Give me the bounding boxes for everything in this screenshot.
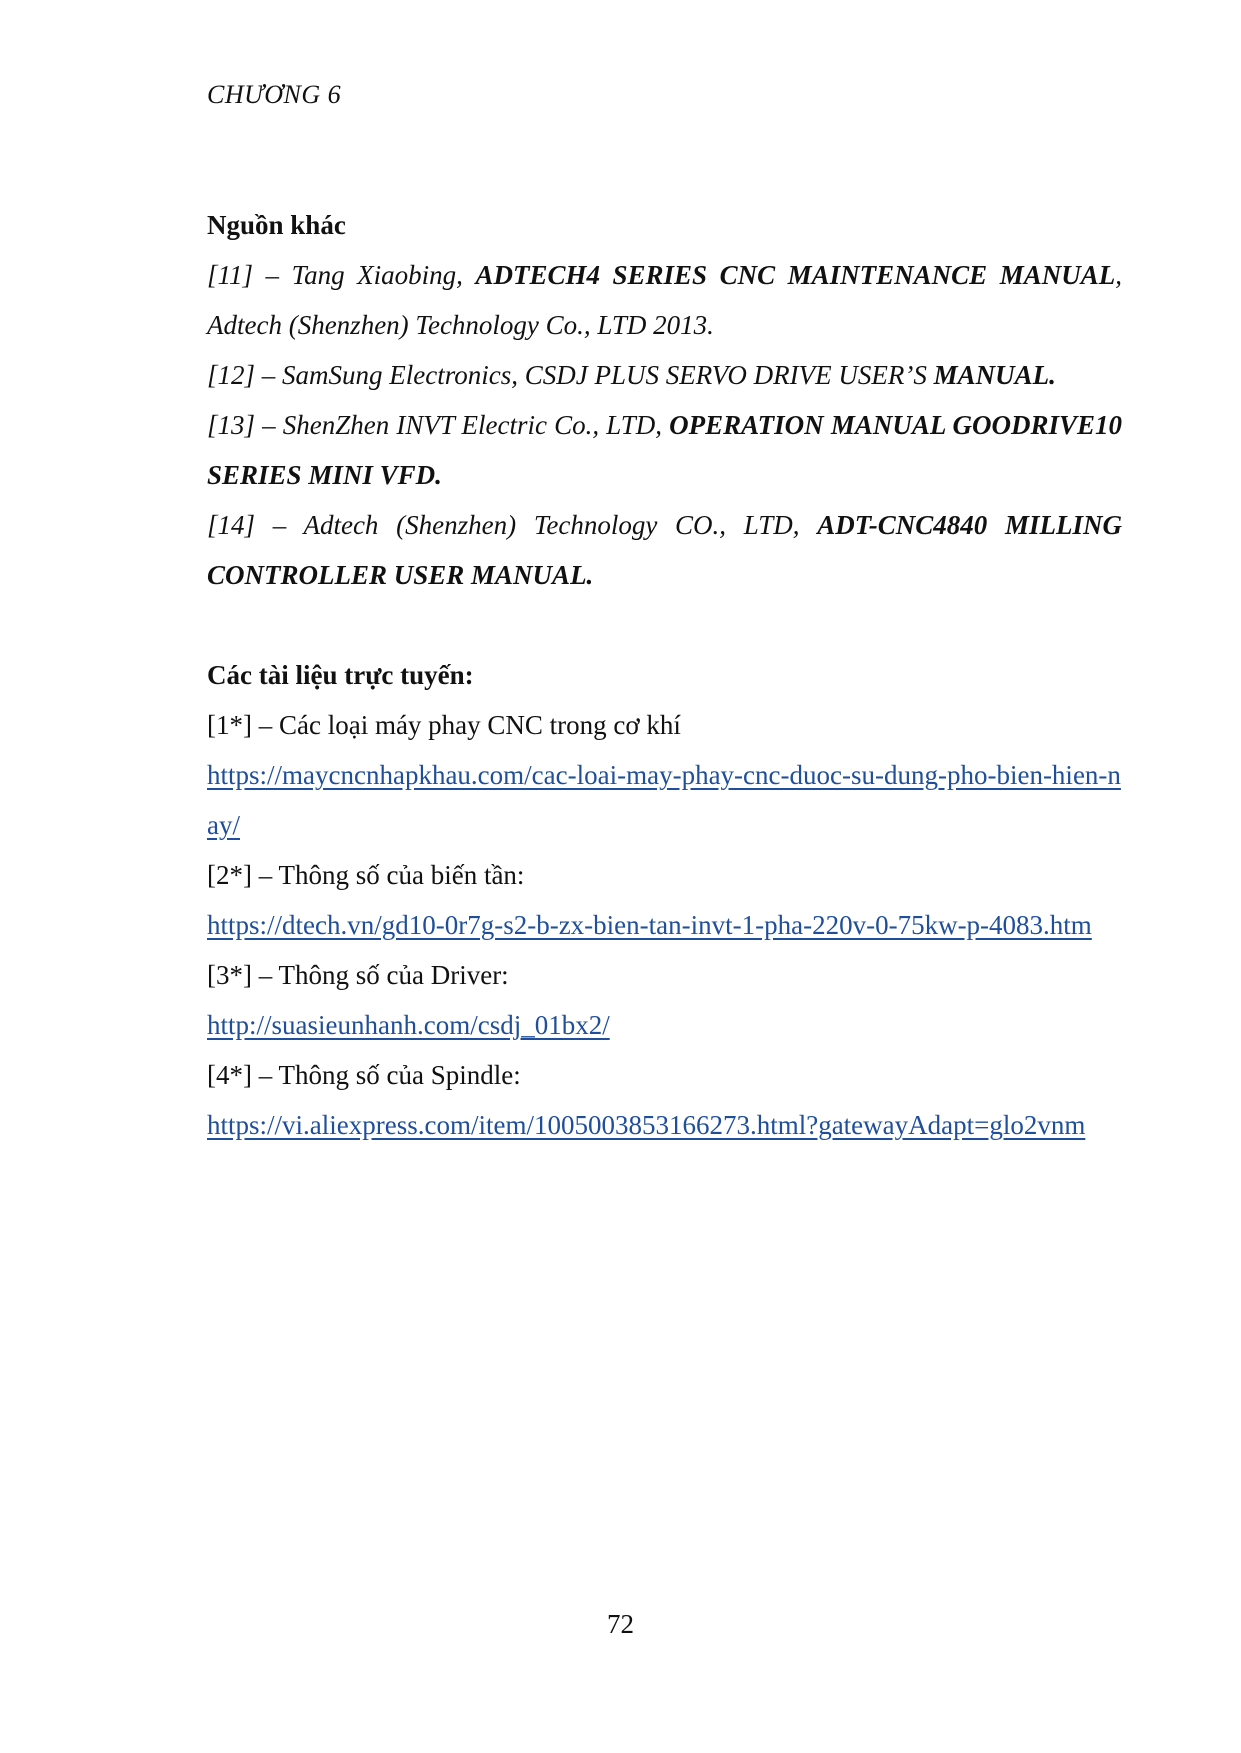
online-sources-heading: Các tài liệu trực tuyến: <box>207 660 474 690</box>
reference-prefix: [14] – Adtech (Shenzhen) Technology CO., LTD, <box>207 510 818 540</box>
reference-title: MANUAL. <box>933 360 1056 390</box>
reference-title: ADT-CNC4840 MILLING CONTROLLER USER MANUAL. <box>207 510 1122 590</box>
page-number: 72 <box>607 1609 634 1639</box>
reference-11 <box>207 250 1122 350</box>
reference-prefix: [13] – ShenZhen INVT Electric Co., LTD, <box>207 410 670 440</box>
online-item-label: [1*] – Các loại máy phay CNC trong cơ khí <box>207 710 681 740</box>
other-sources-heading: Nguồn khác <box>207 210 346 240</box>
reference-prefix: [12] – SamSung Electronics, CSDJ PLUS SERVO DRIVE USER’S <box>207 360 934 390</box>
reference-prefix: [11] – Tang Xiaobing, <box>207 260 476 290</box>
reference-12 <box>207 350 1122 400</box>
online-item-label: [3*] – Thông số của Driver: <box>207 960 509 990</box>
online-item-label: [4*] – Thông số của Spindle: <box>207 1060 521 1090</box>
online-item-label: [2*] – Thông số của biến tần: <box>207 860 525 890</box>
reference-suffix: , Adtech (Shenzhen) Technology Co., LTD 2013. <box>207 260 1122 340</box>
online-item-link[interactable]: https://maycncnhapkhau.com/cac-loai-may-phay-cnc-duoc-su-dung-pho-bien-hien-nay/ <box>207 760 1121 840</box>
reference-13 <box>207 400 1122 500</box>
page-content <box>207 70 1122 1150</box>
reference-title: ADTECH4 SERIES CNC MAINTENANCE MANUAL <box>475 260 1116 290</box>
online-item-link[interactable]: http://suasieunhanh.com/csdj_01bx2/ <box>207 1010 610 1040</box>
chapter-header: CHƯƠNG 6 <box>207 80 342 109</box>
online-item-link[interactable]: https://dtech.vn/gd10-0r7g-s2-b-zx-bien-tan-invt-1-pha-220v-0-75kw-p-4083.htm <box>207 910 1092 940</box>
reference-14 <box>207 500 1122 600</box>
reference-title: OPERATION MANUAL GOODRIVE10 SERIES MINI VFD. <box>207 410 1122 490</box>
online-item-link[interactable]: https://vi.aliexpress.com/item/1005003853166273.html?gatewayAdapt=glo2vnm <box>207 1110 1086 1140</box>
